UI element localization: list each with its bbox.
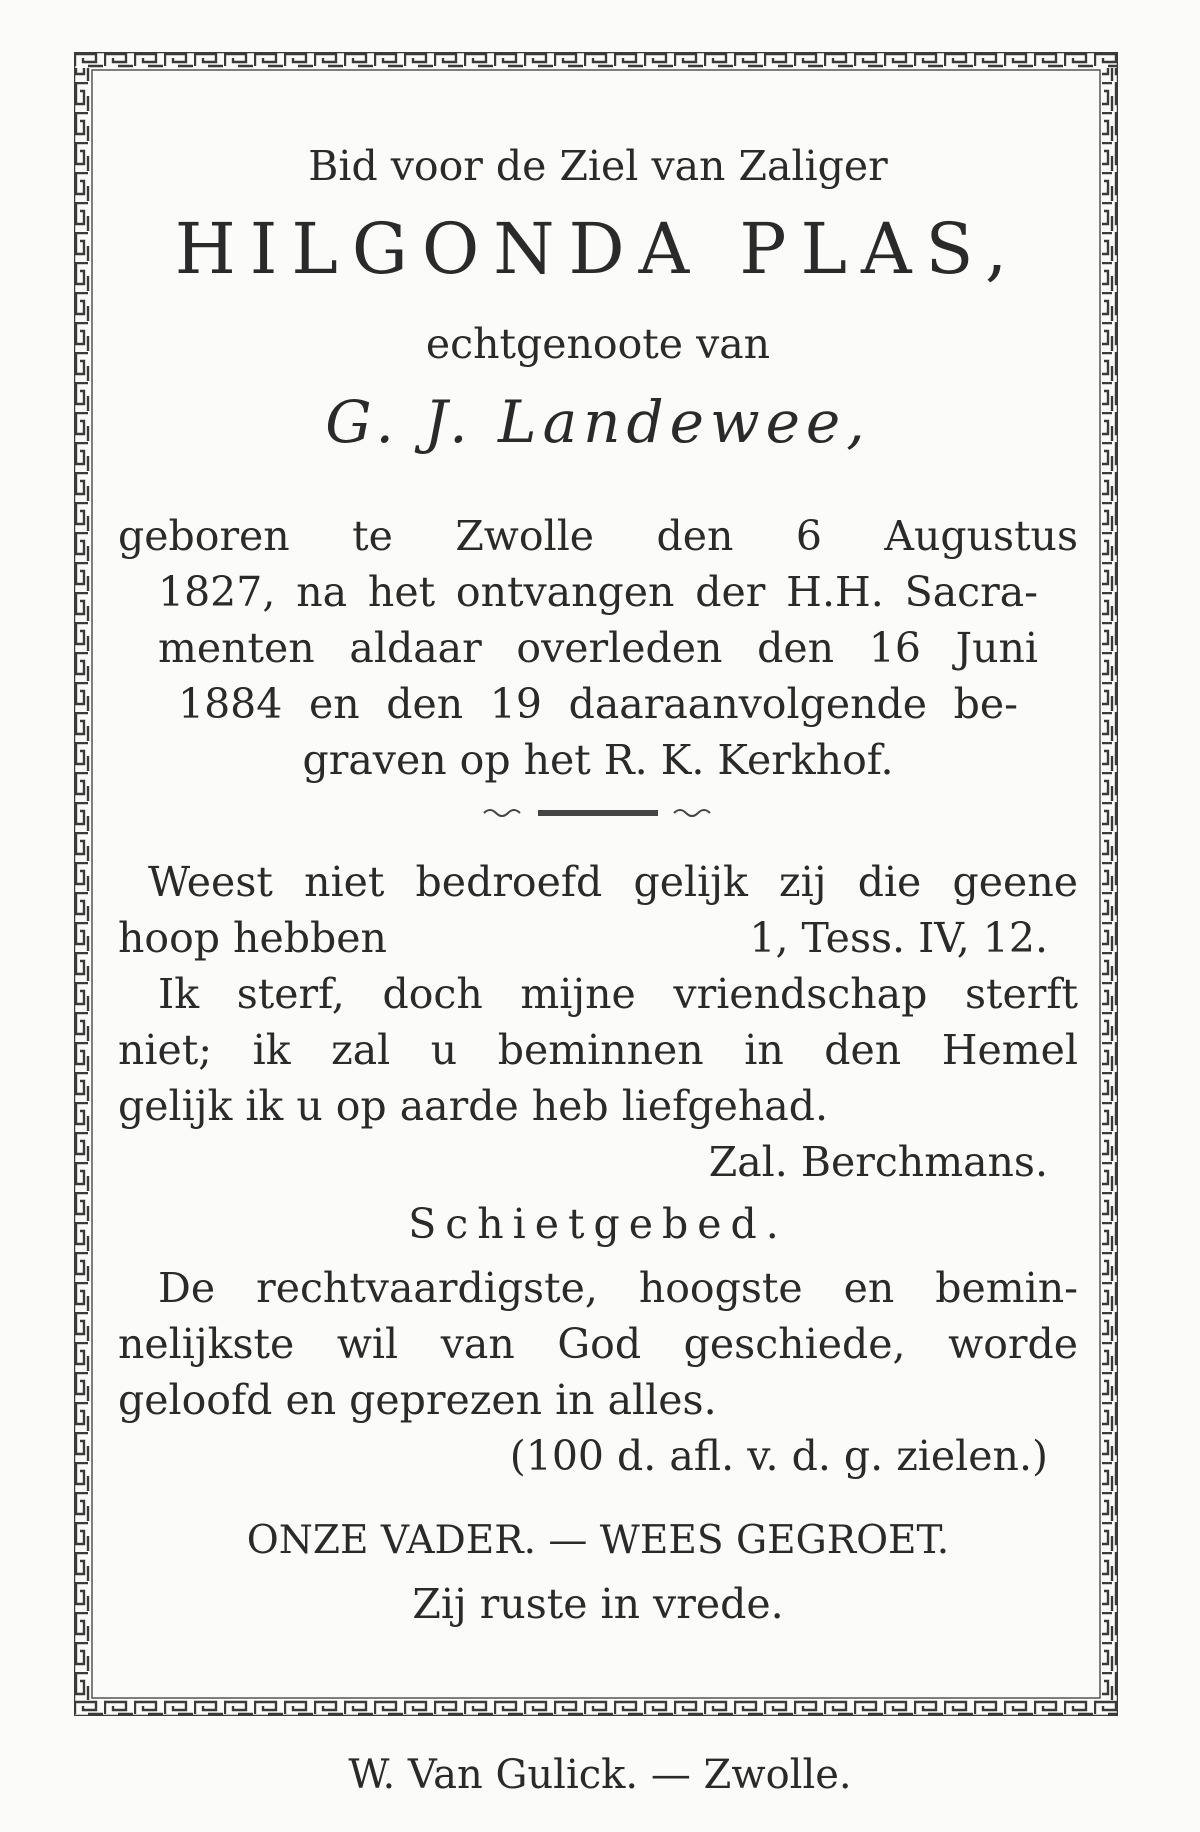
- prayer-line-1: De rechtvaardigste, hoogste en bemin-: [158, 1264, 1078, 1312]
- card-heading: Bid voor de Ziel van Zaliger: [308, 142, 888, 190]
- quote2-line-2: niet; ik zal u beminnen in den Hemel: [118, 1026, 1078, 1074]
- card-text-area: [118, 120, 1078, 1680]
- quote1-line-1: Weest niet bedroefd gelijk zij die geene: [148, 858, 1078, 906]
- bio-line-2: 1827, na het ontvangen der H.H. Sacra-: [158, 568, 1038, 616]
- prayer-line-2: nelijkste wil van God geschiede, worde: [118, 1320, 1078, 1368]
- bio-line-5: graven op het R. K. Kerkhof.: [302, 736, 894, 784]
- prayer-title: Schietgebed.: [408, 1200, 788, 1248]
- deceased-name: HILGONDA PLAS,: [174, 208, 1022, 290]
- quote1-reference: 1, Tess. IV, 12.: [749, 914, 1048, 962]
- closing-prayers: ONZE VADER. — WEES GEGROET.: [246, 1518, 950, 1563]
- closing-line: Zij ruste in vrede.: [412, 1580, 784, 1628]
- quote2-line-3: gelijk ik u op aarde heb liefgehad.: [118, 1082, 828, 1130]
- bio-line-3: menten aldaar overleden den 16 Juni: [158, 624, 1038, 672]
- bio-line-1: geboren te Zwolle den 6 Augustus: [118, 512, 1078, 560]
- indulgence-note: (100 d. afl. v. d. g. zielen.): [509, 1432, 1048, 1480]
- quote2-reference: Zal. Berchmans.: [708, 1138, 1048, 1186]
- bio-line-4: 1884 en den 19 daaraanvolgende be-: [178, 680, 1018, 728]
- divider-ornament-icon: [478, 805, 718, 821]
- quote2-line-1: Ik sterf, doch mijne vriendschap sterft: [158, 970, 1078, 1018]
- spouse-name: G. J. Landewee,: [325, 388, 871, 456]
- spouse-intro: echtgenoote van: [425, 320, 771, 368]
- printer-imprint: W. Van Gulick. — Zwolle.: [348, 1752, 852, 1798]
- quote1-line-2: hoop hebben: [118, 914, 387, 962]
- prayer-line-3: geloofd en geprezen in alles.: [118, 1376, 717, 1424]
